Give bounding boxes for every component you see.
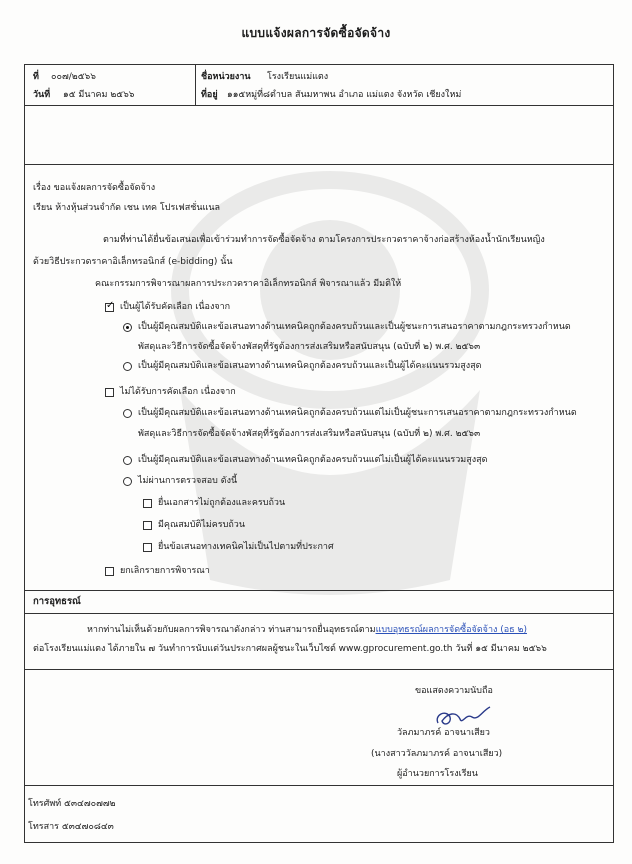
cancel-label: ยกเลิกรายการพิจารณา	[120, 566, 210, 576]
date-label: วันที่	[33, 90, 51, 100]
not-selected-reason-b: เป็นผู้มีคุณสมบัติและข้อเสนอทางด้านเทคนิคถูกต้องครบถ้วนแต่ไม่เป็นผู้ได้คะแนนรวมสูงสุด	[138, 455, 488, 465]
selected-checkbox[interactable]	[105, 303, 114, 312]
cancel-checkbox[interactable]	[105, 567, 114, 576]
not-selected-checkbox[interactable]	[105, 388, 114, 397]
signed-name: วัลภมาภรค์ อาจนาเสียว	[397, 728, 490, 738]
appeal-line-2: ต่อโรงเรียนแม่แตง ได้ภายใน ๗ วันทำการนับแต่วันประกาศผลผู้ชนะในเว็บไซต์ www.gprocurement.go.th วันที่ ๑๕ มีนาคม ๒๕๖๖	[33, 644, 547, 654]
not-selected-reason-b-radio[interactable]	[123, 456, 132, 465]
appeal-heading: การอุทธรณ์	[33, 596, 81, 607]
not-selected-reason-a-radio[interactable]	[123, 409, 132, 418]
body-section	[24, 164, 614, 591]
subject-line: เรื่อง ขอแจ้งผลการจัดซื้อจัดจ้าง	[33, 183, 156, 193]
selected-reason-a-line-1: เป็นผู้มีคุณสมบัติและข้อเสนอทางด้านเทคนิคถูกต้องครบถ้วนและเป็นผู้ชนะการเสนอราคาตามกฎกระทรวงกำหนด	[138, 322, 571, 332]
appeal-line-1-text: หากท่านไม่เห็นด้วยกับผลการพิจารณาดังกล่าว ท่านสามารถยื่นอุทธรณ์ตาม	[87, 625, 376, 635]
agency-label: ชื่อหน่วยงาน	[201, 72, 251, 82]
not-selected-reason-c-radio[interactable]	[123, 477, 132, 486]
footer-section	[24, 785, 614, 843]
intro-line-2: ด้วยวิธีประกวดราคาอิเล็กทรอนิกส์ (e-bidding) นั้น	[33, 257, 233, 267]
signature-section	[24, 669, 614, 785]
appeal-form-link[interactable]: แบบอุทธรณ์ผลการจัดซื้อจัดจ้าง (อธ ๒)	[375, 625, 527, 635]
form-title: แบบแจ้งผลการจัดซื้อจัดจ้าง	[241, 26, 391, 40]
fax-number: โทรสาร ๕๓๔๗๐๘๔๓	[28, 822, 114, 832]
address-value: ๑๑๕หมู่ที่๘ตำบล สันมหาพน อำเภอ แม่แตง จังหวัด เชียงใหม่	[227, 90, 462, 100]
committee-line: คณะกรรมการพิจารณาผลการประกวดราคาอิเล็กทรอนิกส์ พิจารณาแล้ว มีมติให้	[95, 279, 402, 289]
selected-label: เป็นผู้ได้รับคัดเลือก เนื่องจาก	[120, 302, 231, 312]
qualification-incomplete-label: มีคุณสมบัติไม่ครบถ้วน	[158, 520, 245, 530]
selected-reason-b: เป็นผู้มีคุณสมบัติและข้อเสนอทางด้านเทคนิคถูกต้องครบถ้วนและเป็นผู้ได้คะแนนรวมสูงสุด	[138, 361, 482, 371]
appeal-section	[24, 590, 614, 670]
address-label: ที่อยู่	[201, 90, 218, 100]
signer-position: ผู้อำนวยการโรงเรียน	[397, 769, 478, 779]
recipient-line: เรียน ห้างหุ้นส่วนจำกัด เชน เทค โปรเฟสชั่นแนล	[33, 203, 220, 213]
not-selected-reason-a-line-2: พัสดุและวิธีการจัดซื้อจัดจ้างพัสดุที่รัฐต้องการส่งเสริมหรือสนับสนุน (ฉบับที่ ๒) พ.ศ. ๒๕๖๓	[138, 429, 481, 439]
selected-reason-a-radio[interactable]	[123, 323, 132, 332]
phone-number: โทรศัพท์ ๕๓๔๗๐๗๗๒	[28, 799, 116, 809]
signer-full-name: (นางสาววัลภมาภรค์ อาจนาเสียว)	[371, 749, 503, 759]
doc-incomplete-checkbox[interactable]	[143, 499, 152, 508]
not-selected-reason-a-line-1: เป็นผู้มีคุณสมบัติและข้อเสนอทางด้านเทคนิคถูกต้องครบถ้วนแต่ไม่เป็นผู้ชนะการเสนอราคาตามกฎกระทรวงกำหนด	[138, 408, 577, 418]
header-divider-horizontal	[25, 105, 613, 106]
doc-incomplete-label: ยื่นเอกสารไม่ถูกต้องและครบถ้วน	[158, 498, 286, 508]
appeal-divider	[25, 613, 613, 614]
not-selected-label: ไม่ได้รับการคัดเลือก เนื่องจาก	[120, 387, 236, 397]
technical-mismatch-label: ยื่นข้อเสนอทางเทคนิคไม่เป็นไปตามที่ประกาศ	[158, 542, 334, 552]
agency-value: โรงเรียนแม่แตง	[267, 72, 329, 82]
header-box	[24, 64, 614, 165]
selected-reason-a-line-2: พัสดุและวิธีการจัดซื้อจัดจ้างพัสดุที่รัฐต้องการส่งเสริมหรือสนับสนุน (ฉบับที่ ๒) พ.ศ. ๒๕๖๓	[138, 342, 481, 352]
ref-value: ๐๐๗/๒๕๖๖	[51, 72, 96, 82]
selected-reason-b-radio[interactable]	[123, 362, 132, 371]
closing-text: ขอแสดงความนับถือ	[415, 686, 493, 696]
header-divider-vertical	[195, 65, 196, 105]
intro-line-1: ตามที่ท่านได้ยื่นข้อเสนอเพื่อเข้าร่วมทำการจัดซื้อจัดจ้าง ตามโครงการประกวดราคาจ้างก่อสร้างห้องน้ำนักเรียนหญิง	[103, 235, 545, 245]
not-selected-reason-c: ไม่ผ่านการตรวจสอบ ดังนี้	[138, 476, 238, 486]
date-value: ๑๕ มีนาคม ๒๕๖๖	[63, 90, 135, 100]
appeal-line-1	[87, 624, 527, 636]
ref-label: ที่	[33, 72, 39, 82]
handwritten-signature	[432, 705, 492, 731]
qualification-incomplete-checkbox[interactable]	[143, 521, 152, 530]
technical-mismatch-checkbox[interactable]	[143, 543, 152, 552]
